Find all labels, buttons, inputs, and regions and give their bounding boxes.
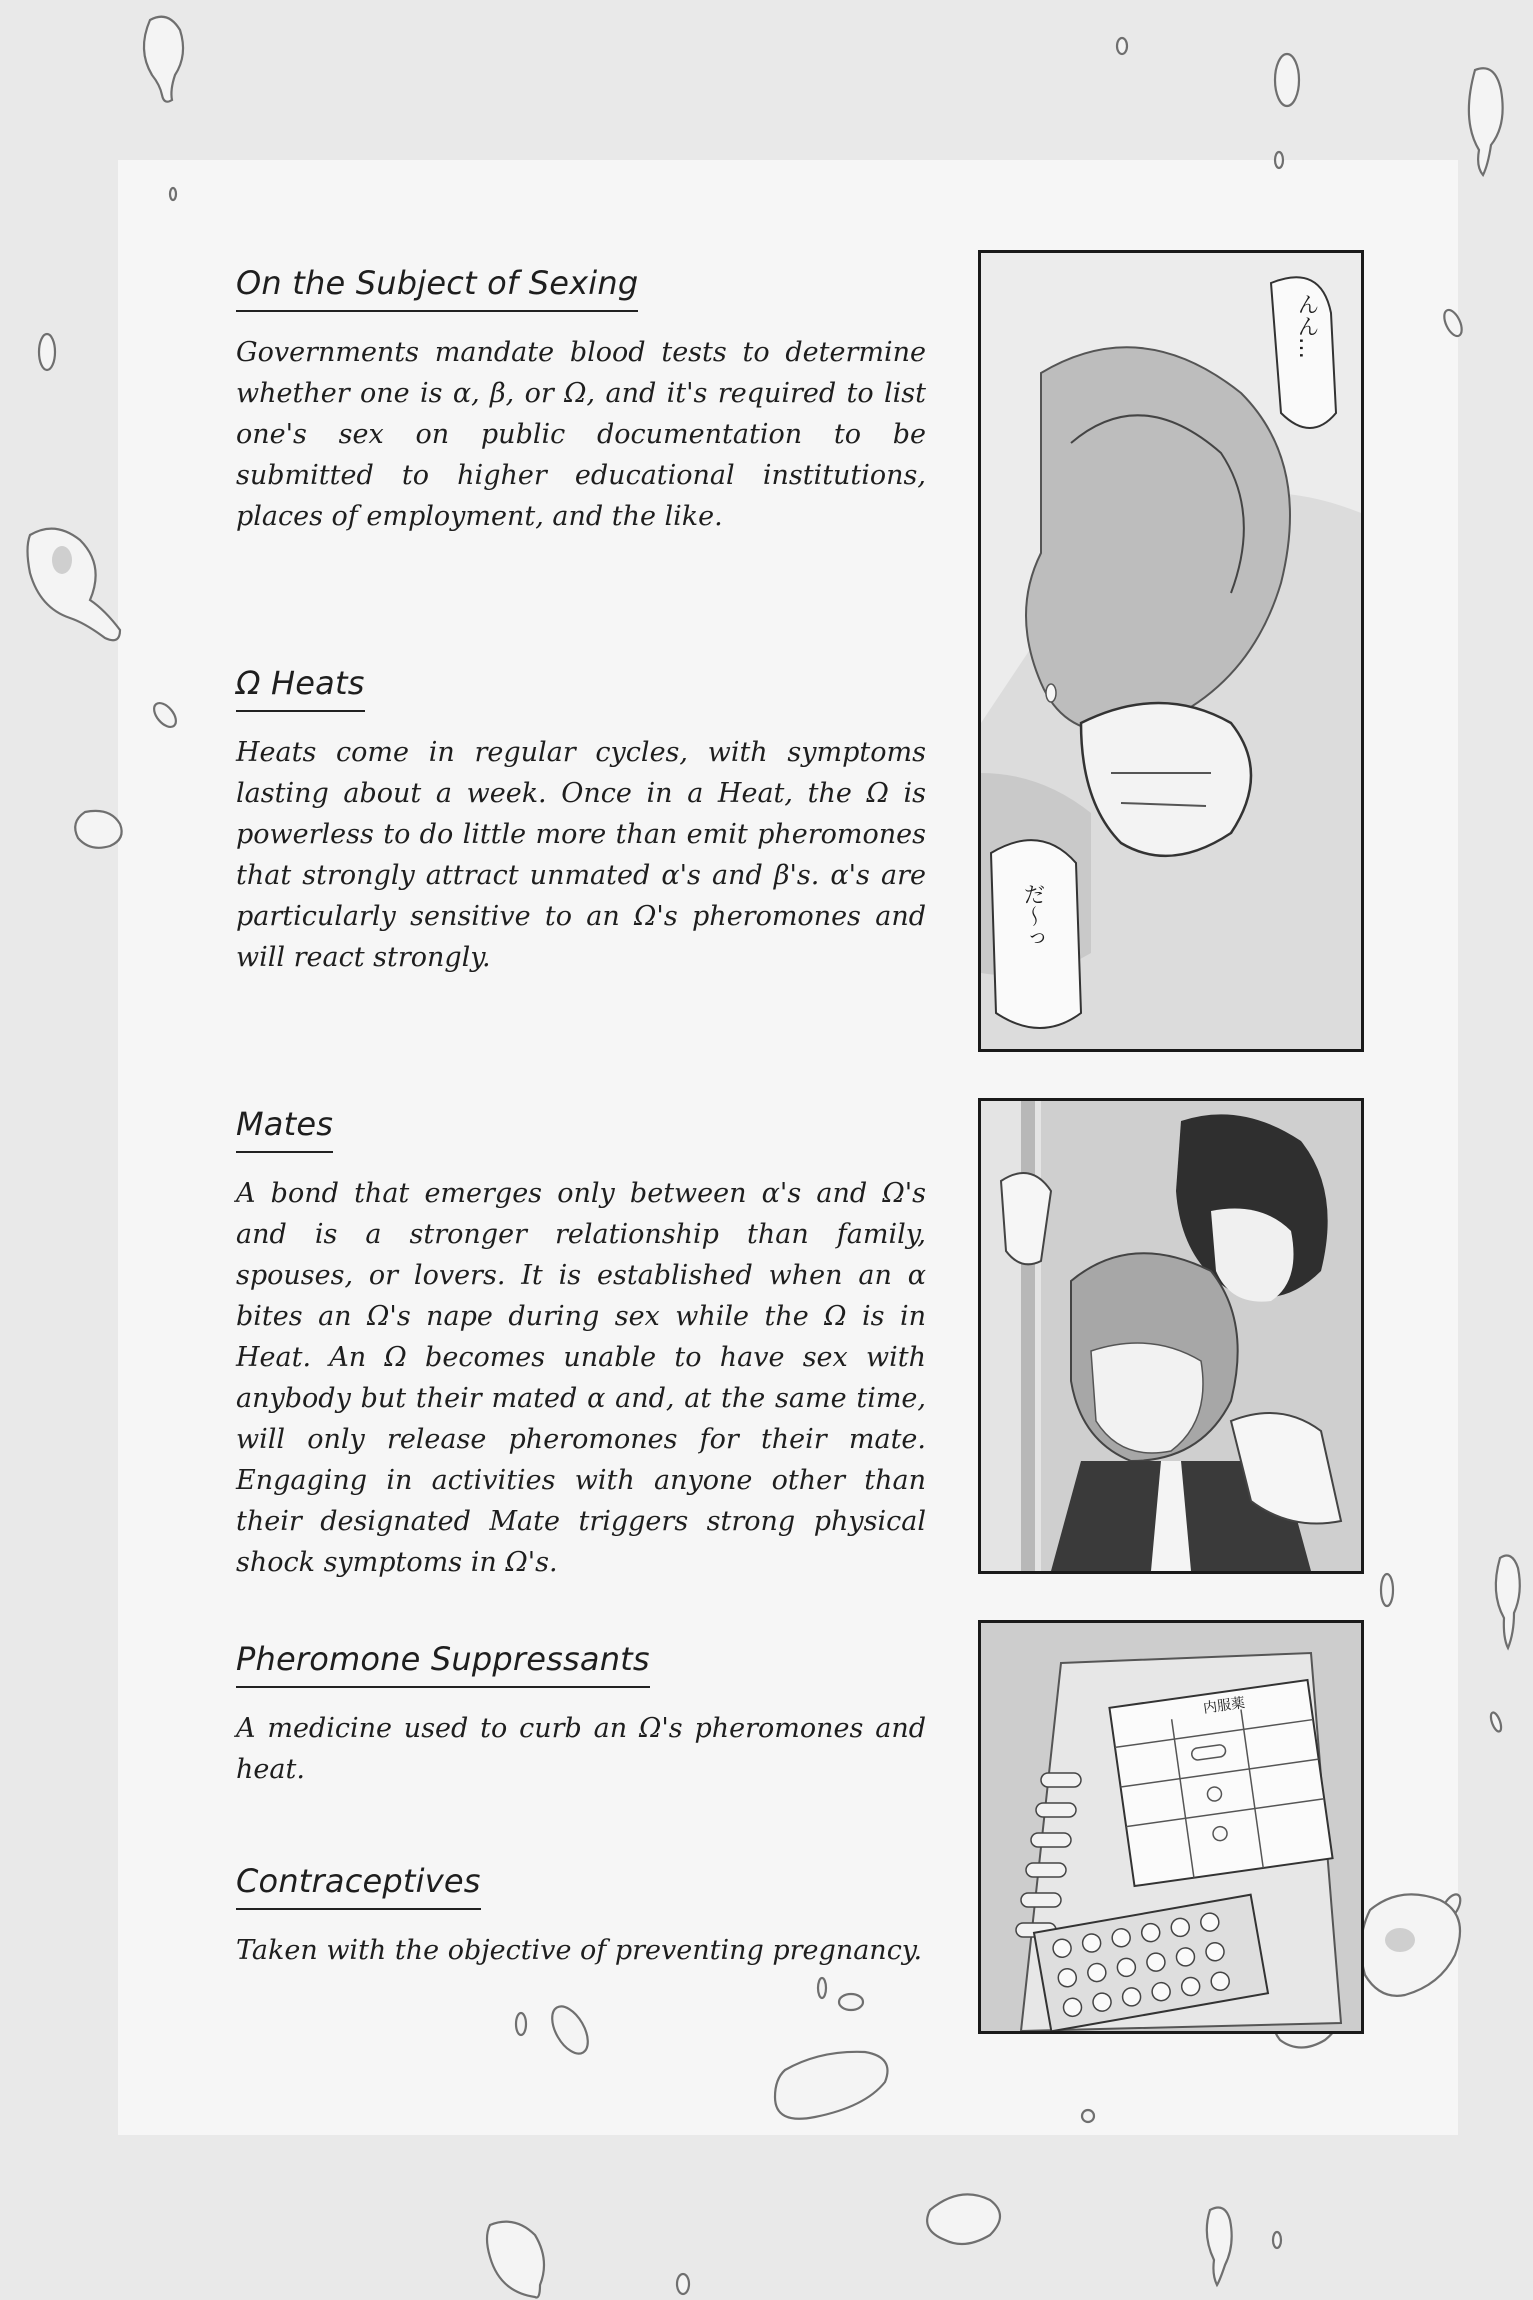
section-contraceptives <box>236 1862 926 1971</box>
section-heats <box>236 664 926 978</box>
section-heading: Contraceptives <box>236 1862 481 1910</box>
section-suppressants <box>236 1640 926 1790</box>
section-body: A bond that emerges only between α's and Ω's and is a stronger relationship than family, spouses, or lovers. It is established when an α bites an Ω's nape during sex while the Ω is in Heat. An Ω becomes unable to have sex with anybody but their mated α and, at the same time, will only release pheromones for their mate. Engaging in activities with anyone other than their designated Mate triggers strong physical shock symptoms in Ω's. <box>236 1178 926 1578</box>
manga-panel-2 <box>978 1098 1364 1574</box>
section-body: Heats come in regular cycles, with symptoms lasting about a week. Once in a Heat, the Ω is powerless to do little more than emit pheromones that strongly attract unmated α's and β's. α's are particularly sensitive to an Ω's pheromones and will react strongly. <box>236 737 926 973</box>
speech-bubble-2: だ〜っ <box>1020 883 1045 949</box>
section-body: A medicine used to curb an Ω's pheromones and heat. <box>236 1713 926 1785</box>
section-heading: Ω Heats <box>236 664 365 712</box>
section-sexing <box>236 264 926 537</box>
section-heading: Pheromone Suppressants <box>236 1640 650 1688</box>
section-heading: On the Subject of Sexing <box>236 264 638 312</box>
manga-panel-1 <box>978 250 1364 1052</box>
speech-bubble-1: んん… <box>1294 293 1319 359</box>
section-heading: Mates <box>236 1105 333 1153</box>
medicine-label: 内服薬 <box>1202 1695 1247 1717</box>
section-mates <box>236 1105 926 1583</box>
manga-panel-3 <box>978 1620 1364 2034</box>
section-body: Governments mandate blood tests to determine whether one is α, β, or Ω, and it's required to list one's sex on public documentation to be submitted to higher educational institutions, places of employment, and the like. <box>236 337 926 532</box>
section-body: Taken with the objective of preventing pregnancy. <box>236 1935 923 1966</box>
